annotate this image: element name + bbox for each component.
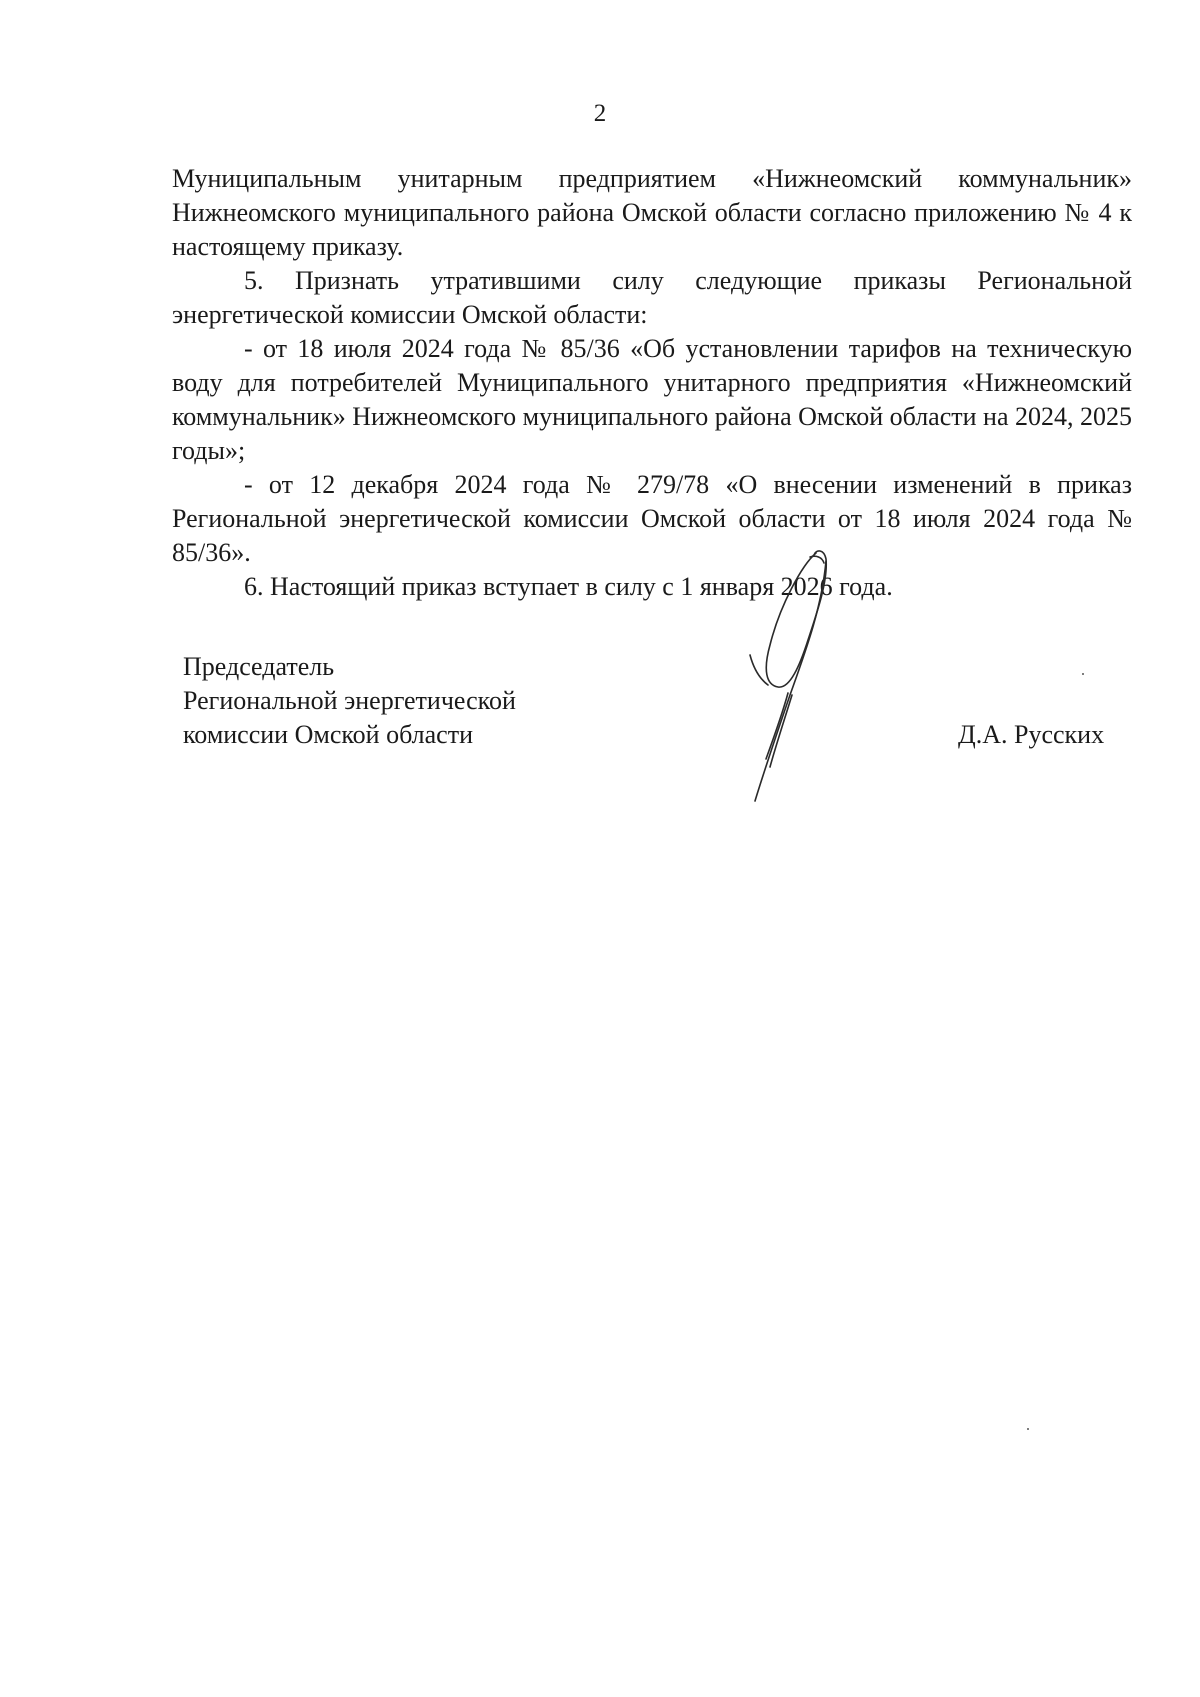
signatory-title-line: Региональной энергетической (183, 686, 516, 715)
page-number: 2 (593, 100, 607, 127)
scan-speck (1027, 1428, 1029, 1430)
signatory-title-line: Председатель (183, 652, 335, 681)
paragraph-repealed-order-1: - от 18 июля 2024 года № 85/36 «Об установлении тарифов на техническую воду для потребителей Муниципального унитарного предприятия «Нижнеомский коммунальник» Нижнеомского муниципального района Омской области на 2024, 2025 годы»; (172, 334, 1132, 465)
signatory-title-line: комиссии Омской области (183, 720, 473, 749)
scan-speck (1082, 673, 1084, 675)
document-body (172, 162, 1132, 604)
signatory-name: Д.А. Русских (958, 720, 1105, 749)
signature-icon (730, 545, 890, 820)
paragraph-continuation: Муниципальным унитарным предприятием «Нижнеомский коммунальник» Нижнеомского муниципального района Омской области согласно приложению № 4 к настоящему приказу. (172, 164, 1132, 261)
paragraph-item-5: 5. Признать утратившими силу следующие приказы Региональной энергетической комиссии Омской области: (172, 266, 1132, 329)
paragraph-item-6: 6. Настоящий приказ вступает в силу с 1 января 2026 года. (244, 572, 893, 601)
signatory-title (183, 650, 516, 752)
paragraph-repealed-order-2: - от 12 декабря 2024 года № 279/78 «О внесении изменений в приказ Региональной энергетической комиссии Омской области от 18 июля 2024 года № 85/36». (172, 470, 1132, 567)
